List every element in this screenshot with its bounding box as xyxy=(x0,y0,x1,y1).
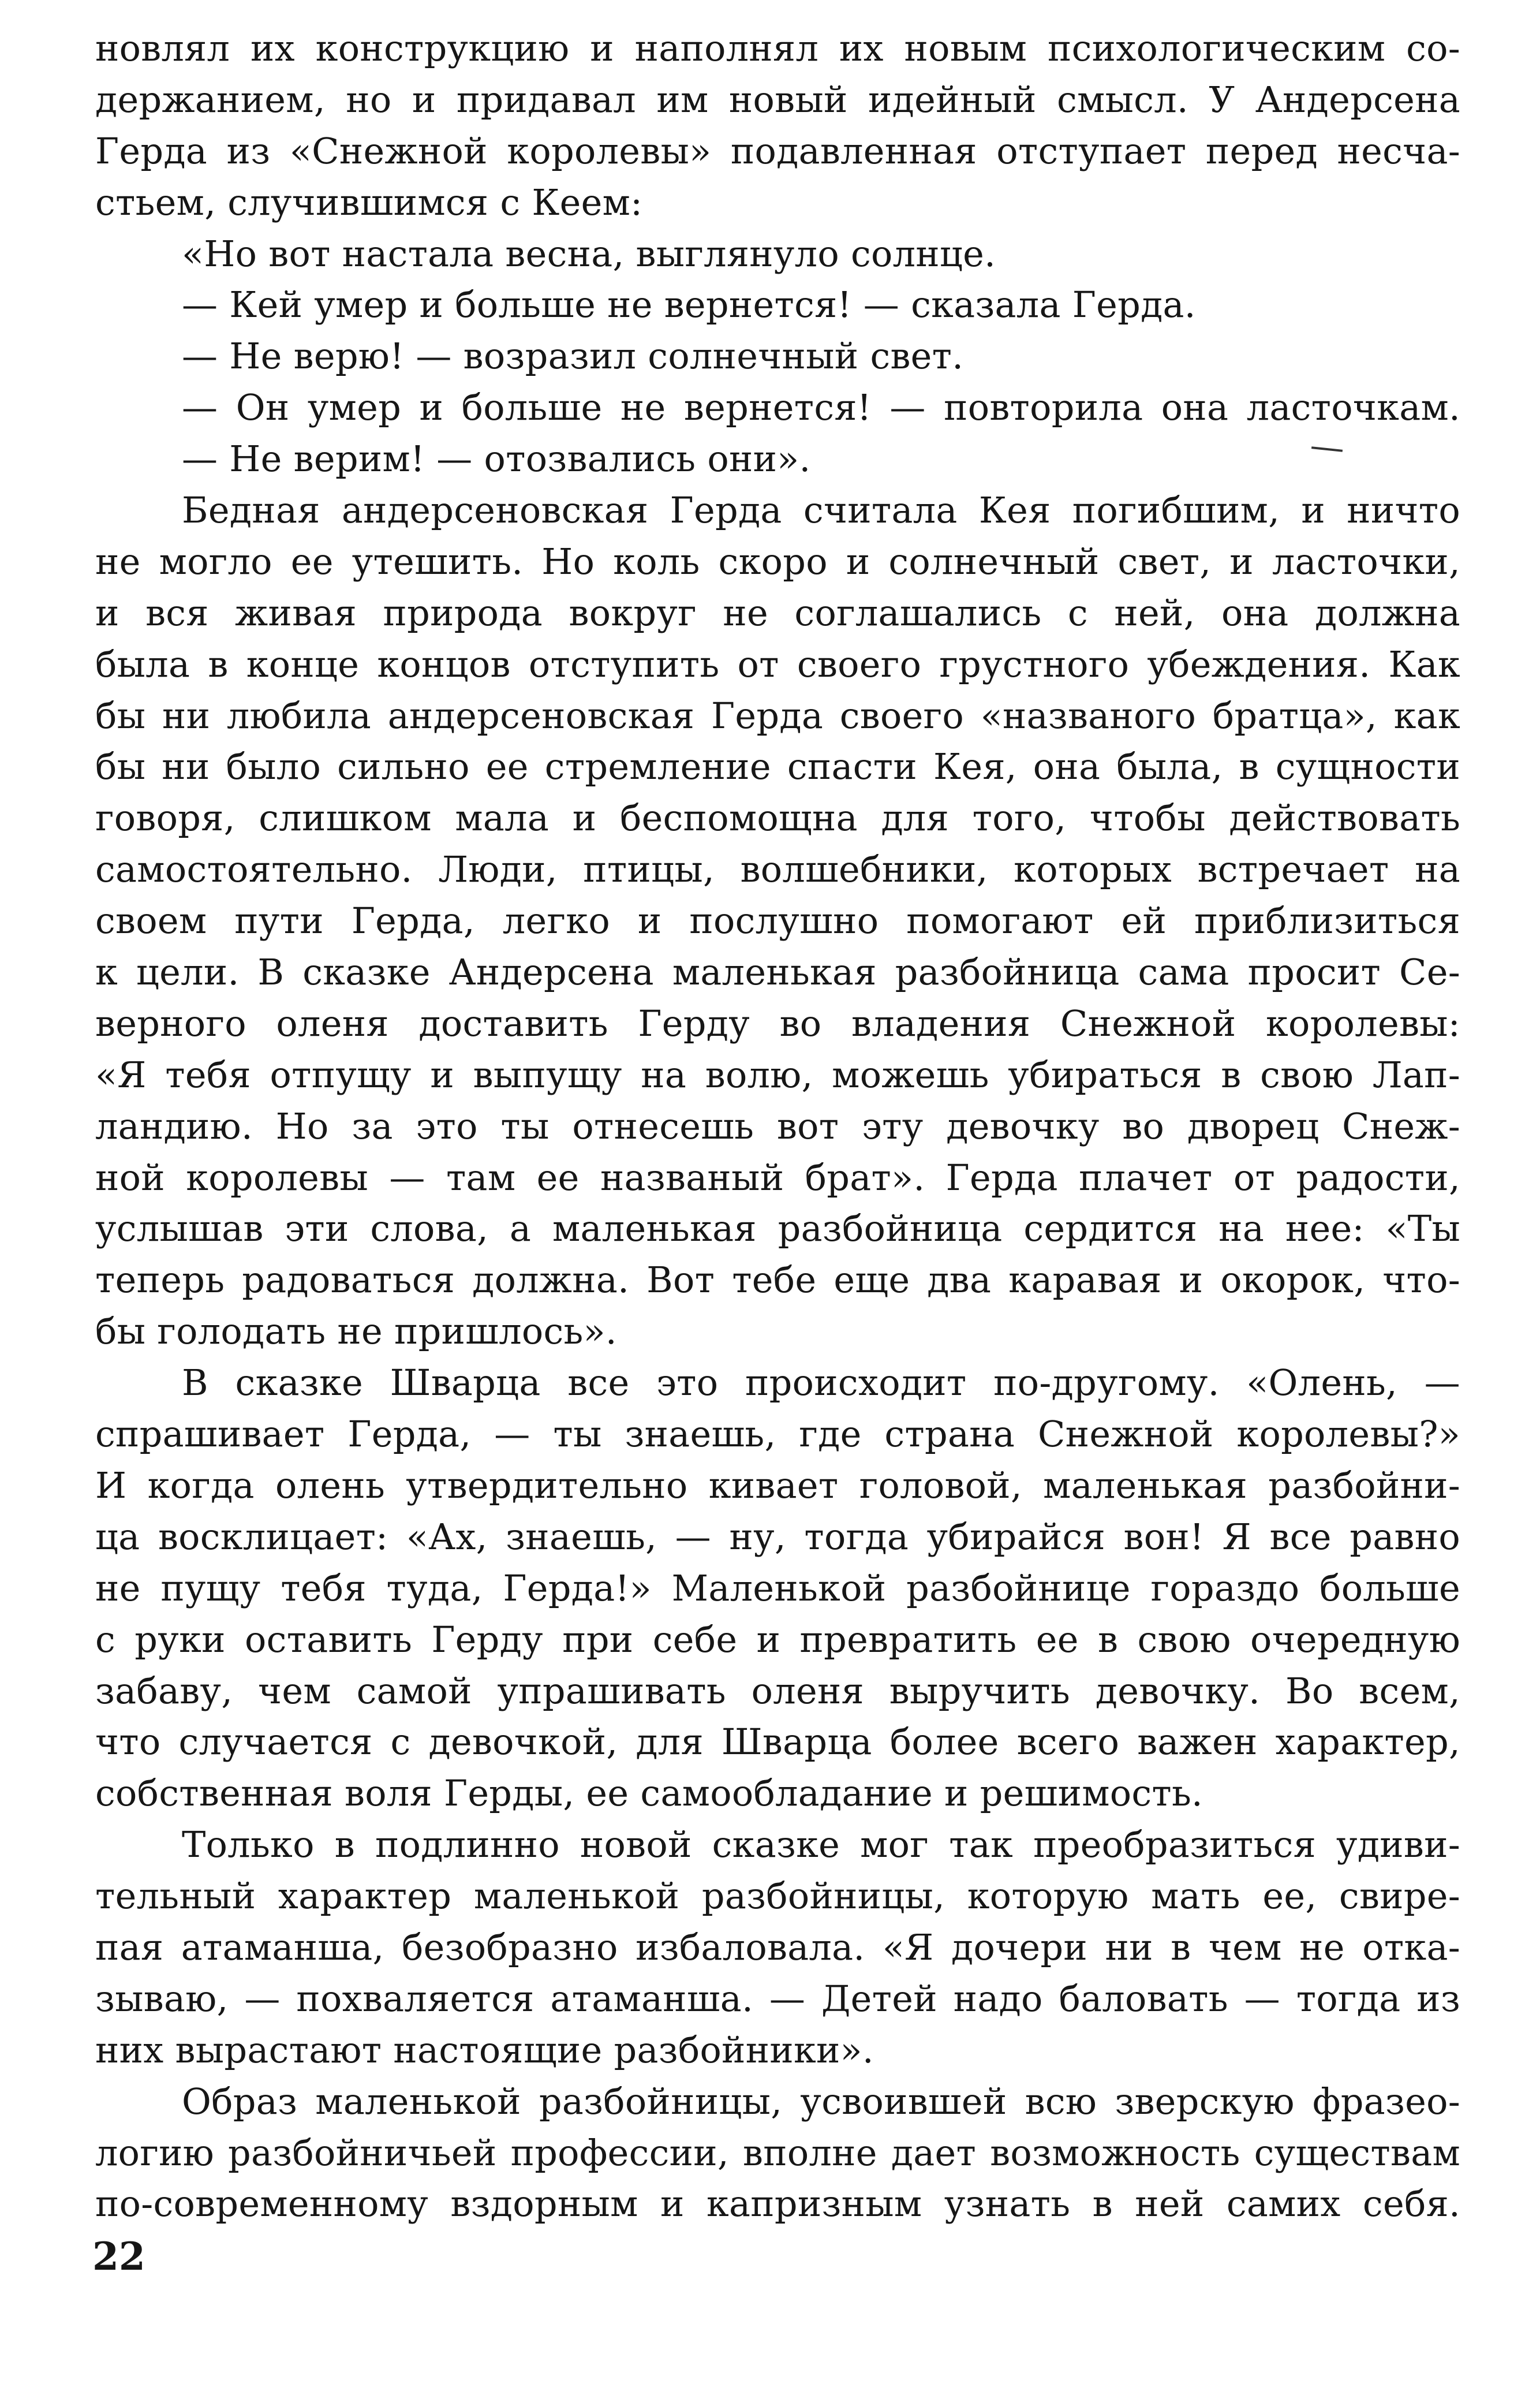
text-line: Герда из «Снежной королевы» подавленная отступает перед несча- xyxy=(95,129,1460,172)
page-body xyxy=(95,23,1460,2230)
text-line: спрашивает Герда, — ты знаешь, где страна Снежной королевы?» xyxy=(95,1413,1460,1456)
text-line: «Я тебя отпущу и выпущу на волю, можешь убираться в свою Лап- xyxy=(95,1053,1460,1096)
text-line: логию разбойничьей профессии, вполне дает возможность существам xyxy=(95,2131,1460,2174)
text-line: держанием, но и придавал им новый идейный смысл. У Андерсена xyxy=(95,78,1460,121)
quote-line: — Не верим! — отозвались они». xyxy=(182,438,811,480)
text-line: пая атаманша, безобразно избаловала. «Я дочери ни в чем не отка- xyxy=(95,1926,1460,1968)
text-line: не пущу тебя туда, Герда!» Маленькой разбойнице гораздо больше xyxy=(95,1566,1460,1609)
text-line: ной королевы — там ее названый брат». Герда плачет от радости, xyxy=(95,1156,1460,1199)
text-line: не могло ее утешить. Но коль скоро и солнечный свет, и ласточки, xyxy=(95,540,1460,583)
text-line: бы голодать не пришлось». xyxy=(95,1310,617,1353)
text-line: тельный характер маленькой разбойницы, которую мать ее, свире- xyxy=(95,1875,1460,1918)
text-line: них вырастают настоящие разбойники». xyxy=(95,2028,874,2071)
text-line: своем пути Герда, легко и послушно помогают ей приблизиться xyxy=(95,900,1460,942)
quote-line: — Он умер и больше не вернется! — повторила она ласточкам. xyxy=(182,386,1460,429)
text-line: что случается с девочкой, для Шварца более всего важен характер, xyxy=(95,1721,1460,1763)
text-line: собственная воля Герды, ее самообладание и решимость. xyxy=(95,1772,1203,1815)
text-line: самостоятельно. Люди, птицы, волшебники, которых встречает на xyxy=(95,848,1460,891)
text-line: новлял их конструкцию и наполнял их новым психологическим со- xyxy=(95,27,1460,69)
text-line: с руки оставить Герду при себе и превратить ее в свою очередную xyxy=(95,1618,1460,1661)
text-line: теперь радоваться должна. Вот тебе еще два каравая и окорок, что- xyxy=(95,1259,1460,1301)
text-line: забаву, чем самой упрашивать оленя выручить девочку. Во всем, xyxy=(95,1669,1460,1712)
text-line: к цели. В сказке Андерсена маленькая разбойница сама просит Се- xyxy=(95,951,1460,994)
quote-line: — Кей умер и больше не вернется! — сказала Герда. xyxy=(182,284,1196,326)
text-line: бы ни было сильно ее стремление спасти Кея, она была, в сущности xyxy=(95,745,1460,788)
text-line: ландию. Но за это ты отнесешь вот эту девочку во дворец Снеж- xyxy=(95,1105,1460,1147)
quote-line: «Но вот настала весна, выглянуло солнце. xyxy=(182,232,996,275)
text-line: Образ маленькой разбойницы, усвоившей всю зверскую фразео- xyxy=(182,2080,1460,2122)
text-line: Только в подлинно новой сказке мог так преобразиться удиви- xyxy=(182,1823,1460,1866)
text-line: стьем, случившимся с Кеем: xyxy=(95,181,643,223)
quote-line: — Не верю! — возразил солнечный свет. xyxy=(182,335,964,378)
text-line: была в конце концов отступить от своего грустного убеждения. Как xyxy=(95,643,1460,685)
text-line: по-современному вздорным и капризным узнать в ней самих себя. xyxy=(95,2183,1460,2225)
text-line: и вся живая природа вокруг не соглашались с ней, она должна xyxy=(95,591,1460,634)
page-number: 22 xyxy=(92,2234,145,2279)
text-line: И когда олень утвердительно кивает головой, маленькая разбойни- xyxy=(95,1464,1460,1506)
text-line: Бедная андерсеновская Герда считала Кея погибшим, и ничто xyxy=(182,489,1460,532)
text-line: ца восклицает: «Ах, знаешь, — ну, тогда убирайся вон! Я все равно xyxy=(95,1515,1460,1558)
text-line: услышав эти слова, а маленькая разбойница сердится на нее: «Ты xyxy=(95,1207,1460,1250)
text-line: бы ни любила андерсеновская Герда своего «названого братца», как xyxy=(95,694,1460,737)
text-line: зываю, — похваляется атаманша. — Детей надо баловать — тогда из xyxy=(95,1977,1460,2020)
text-line: говоря, слишком мала и беспомощна для того, чтобы действовать xyxy=(95,797,1460,840)
text-line: В сказке Шварца все это происходит по-другому. «Олень, — xyxy=(182,1361,1460,1404)
text-line: верного оленя доставить Герду во владения Снежной королевы: xyxy=(95,1002,1460,1045)
